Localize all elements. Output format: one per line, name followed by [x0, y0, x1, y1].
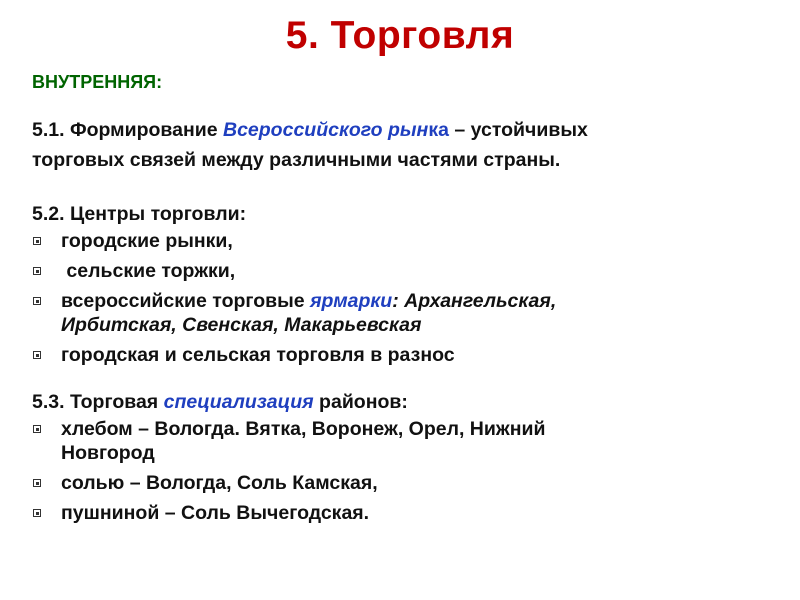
- section-5-3-heading: [32, 387, 772, 417]
- list-item: [32, 289, 772, 337]
- paragraph-5-1-text-start: 5.1. Формирование: [32, 119, 223, 141]
- square-bullet-icon: [33, 479, 41, 487]
- list-item-text: всероссийские торговые: [61, 290, 311, 312]
- paragraph-5-1-line-2: торговых связей между различными частями страны.: [32, 149, 561, 171]
- highlight-specialization: специализация: [163, 391, 314, 413]
- list-item-text: хлебом – Вологда. Вятка, Воронеж, Орел, Нижний: [61, 418, 546, 440]
- slide-content: [32, 70, 772, 545]
- square-bullet-icon: [33, 425, 41, 433]
- list-item-text: пушниной – Соль Вычегодская.: [61, 502, 370, 524]
- section-5-2: [32, 199, 772, 367]
- list-item-text: солью – Вологда, Соль Камская,: [61, 472, 378, 494]
- list-item: [32, 417, 772, 465]
- square-bullet-icon: [33, 509, 41, 517]
- list-item: [32, 259, 772, 283]
- section-5-3-heading-start: 5.3. Торговая: [32, 391, 164, 413]
- list-item-text-fairs: : Архангельская,: [392, 290, 557, 312]
- highlight-fairs: ярмарки: [310, 290, 393, 312]
- paragraph-5-1-text-end: – устойчивых: [448, 119, 588, 141]
- list-item: [32, 471, 772, 495]
- section-5-3-list: [32, 417, 772, 525]
- list-item: [32, 229, 772, 253]
- section-5-2-heading: 5.2. Центры торговли:: [32, 203, 247, 225]
- square-bullet-icon: [33, 267, 41, 275]
- section-5-3-heading-end: районов:: [313, 391, 408, 413]
- list-item: [32, 343, 772, 367]
- paragraph-5-1-line-1: [32, 115, 772, 145]
- list-item-text: сельские торжки,: [61, 260, 236, 282]
- square-bullet-icon: [33, 237, 41, 245]
- list-item-text: городская и сельская торговля в разнос: [61, 344, 455, 366]
- list-item-text-line-2: Новгород: [61, 442, 155, 464]
- list-item: [32, 501, 772, 525]
- paragraph-5-1: [32, 115, 772, 175]
- list-item-text-fairs-line-2: Ирбитская, Свенская, Макарьевская: [61, 314, 422, 336]
- highlight-market-suffix: ка: [428, 119, 449, 141]
- slide-title: 5. Торговля: [285, 14, 515, 57]
- section-5-3: [32, 387, 772, 525]
- subheading-internal: ВНУТРЕННЯЯ:: [32, 72, 163, 92]
- square-bullet-icon: [33, 297, 41, 305]
- highlight-all-russian-market: Всероссийского рын: [223, 119, 429, 141]
- list-item-text: городские рынки,: [61, 230, 233, 252]
- section-5-2-list: [32, 229, 772, 367]
- square-bullet-icon: [33, 351, 41, 359]
